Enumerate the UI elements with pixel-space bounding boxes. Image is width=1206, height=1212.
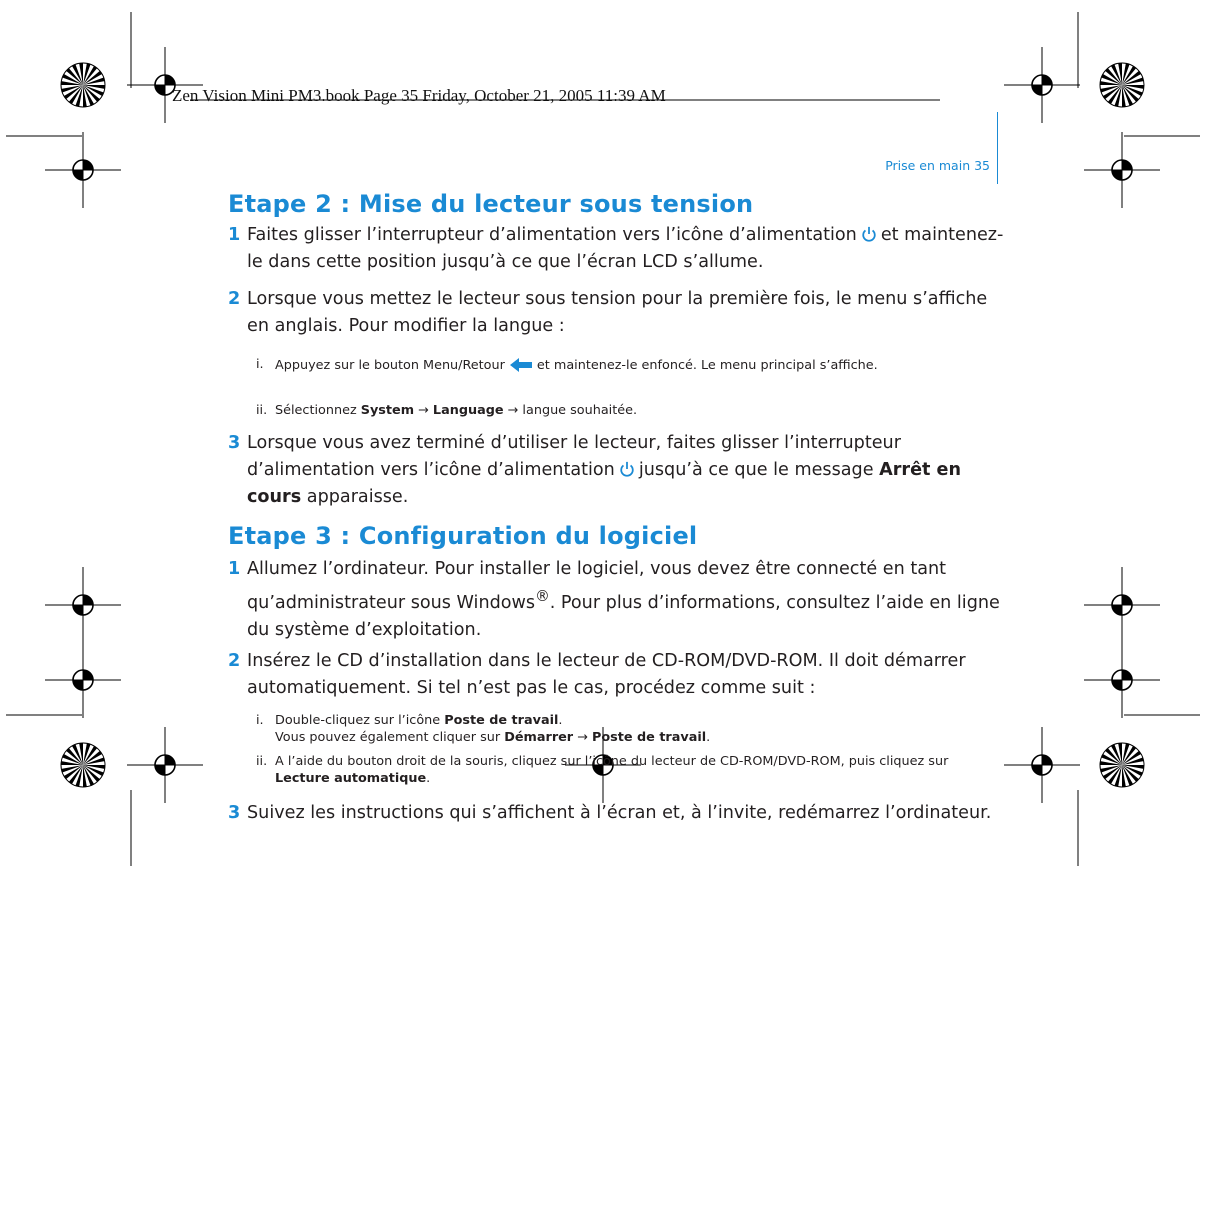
registration-target [127, 727, 203, 803]
registration-target [1004, 47, 1080, 123]
sub-step-number: i. [256, 713, 264, 728]
registration-target [127, 47, 203, 123]
step-number: 3 [228, 433, 241, 453]
step-number: 1 [228, 559, 241, 579]
step-number: 2 [228, 651, 241, 671]
step-text: Insérez le CD d’installation dans le lecteur de CD-ROM/DVD-ROM. Il doit démarrer automatiquement. Si tel n’est pas le cas, procédez comme suit : [247, 651, 966, 698]
step-text: Lorsque vous mettez le lecteur sous tension pour la première fois, le menu s’affiche en anglais. Pour modifier la langue : [247, 289, 988, 336]
running-head: Prise en main 35 [885, 158, 990, 173]
running-head-rule [997, 112, 998, 184]
sub-step-number: ii. [256, 754, 268, 769]
book-header: Zen Vision Mini PM3.book Page 35 Friday, October 21, 2005 11:39 AM [172, 86, 666, 105]
back-arrow-icon [509, 356, 533, 372]
step-number: 1 [228, 225, 241, 245]
step-text: Allumez l’ordinateur. Pour installer le logiciel, vous devez être connecté en tant qu’administrateur sous Windows®. Pour plus d’informations, consultez l’aide en ligne du système d’exploitation. [247, 559, 1000, 640]
step-number: 2 [228, 289, 241, 309]
registration-target [1004, 727, 1080, 803]
power-icon [618, 461, 636, 477]
step-text: Suivez les instructions qui s’affichent à l’écran et, à l’invite, redémarrez l’ordinateur. [247, 803, 992, 823]
sub-step-number: ii. [256, 403, 268, 418]
registration-target [1084, 132, 1160, 208]
registration-target [45, 642, 121, 718]
step-text: Faites glisser l’interrupteur d’alimentation vers l’icône d’alimentation et maintenez-le dans cette position jusqu’à ce que l’écran LCD s’allume. [247, 225, 1004, 272]
step-number: 3 [228, 803, 241, 823]
sub-step-text: A l’aide du bouton droit de la souris, cliquez sur l’icône du lecteur de CD-ROM/DVD-ROM, puis cliquez sur Lecture automatique. [275, 754, 949, 786]
power-icon [860, 226, 878, 242]
registration-target [45, 132, 121, 208]
registration-target [1084, 642, 1160, 718]
section-heading-etape-2: Etape 2 : Mise du lecteur sous tension [228, 190, 754, 218]
sub-step-text: Double-cliquez sur l’icône Poste de travail. Vous pouvez également cliquer sur Démarrer → Poste de travail. [275, 713, 711, 745]
sub-step-text: Sélectionnez System → Language → langue souhaitée. [275, 403, 638, 418]
sub-step-number: i. [256, 357, 264, 372]
section-heading-etape-3: Etape 3 : Configuration du logiciel [228, 522, 698, 550]
registration-target [1084, 567, 1160, 643]
sub-step-text: Appuyez sur le bouton Menu/Retour et maintenez-le enfoncé. Le menu principal s’affiche. [275, 358, 878, 373]
step-text: Lorsque vous avez terminé d’utiliser le lecteur, faites glisser l’interrupteur d’alimentation vers l’icône d’alimentation jusqu’à ce que le message Arrêt en cours apparaisse. [247, 433, 962, 507]
registration-target [45, 567, 121, 643]
